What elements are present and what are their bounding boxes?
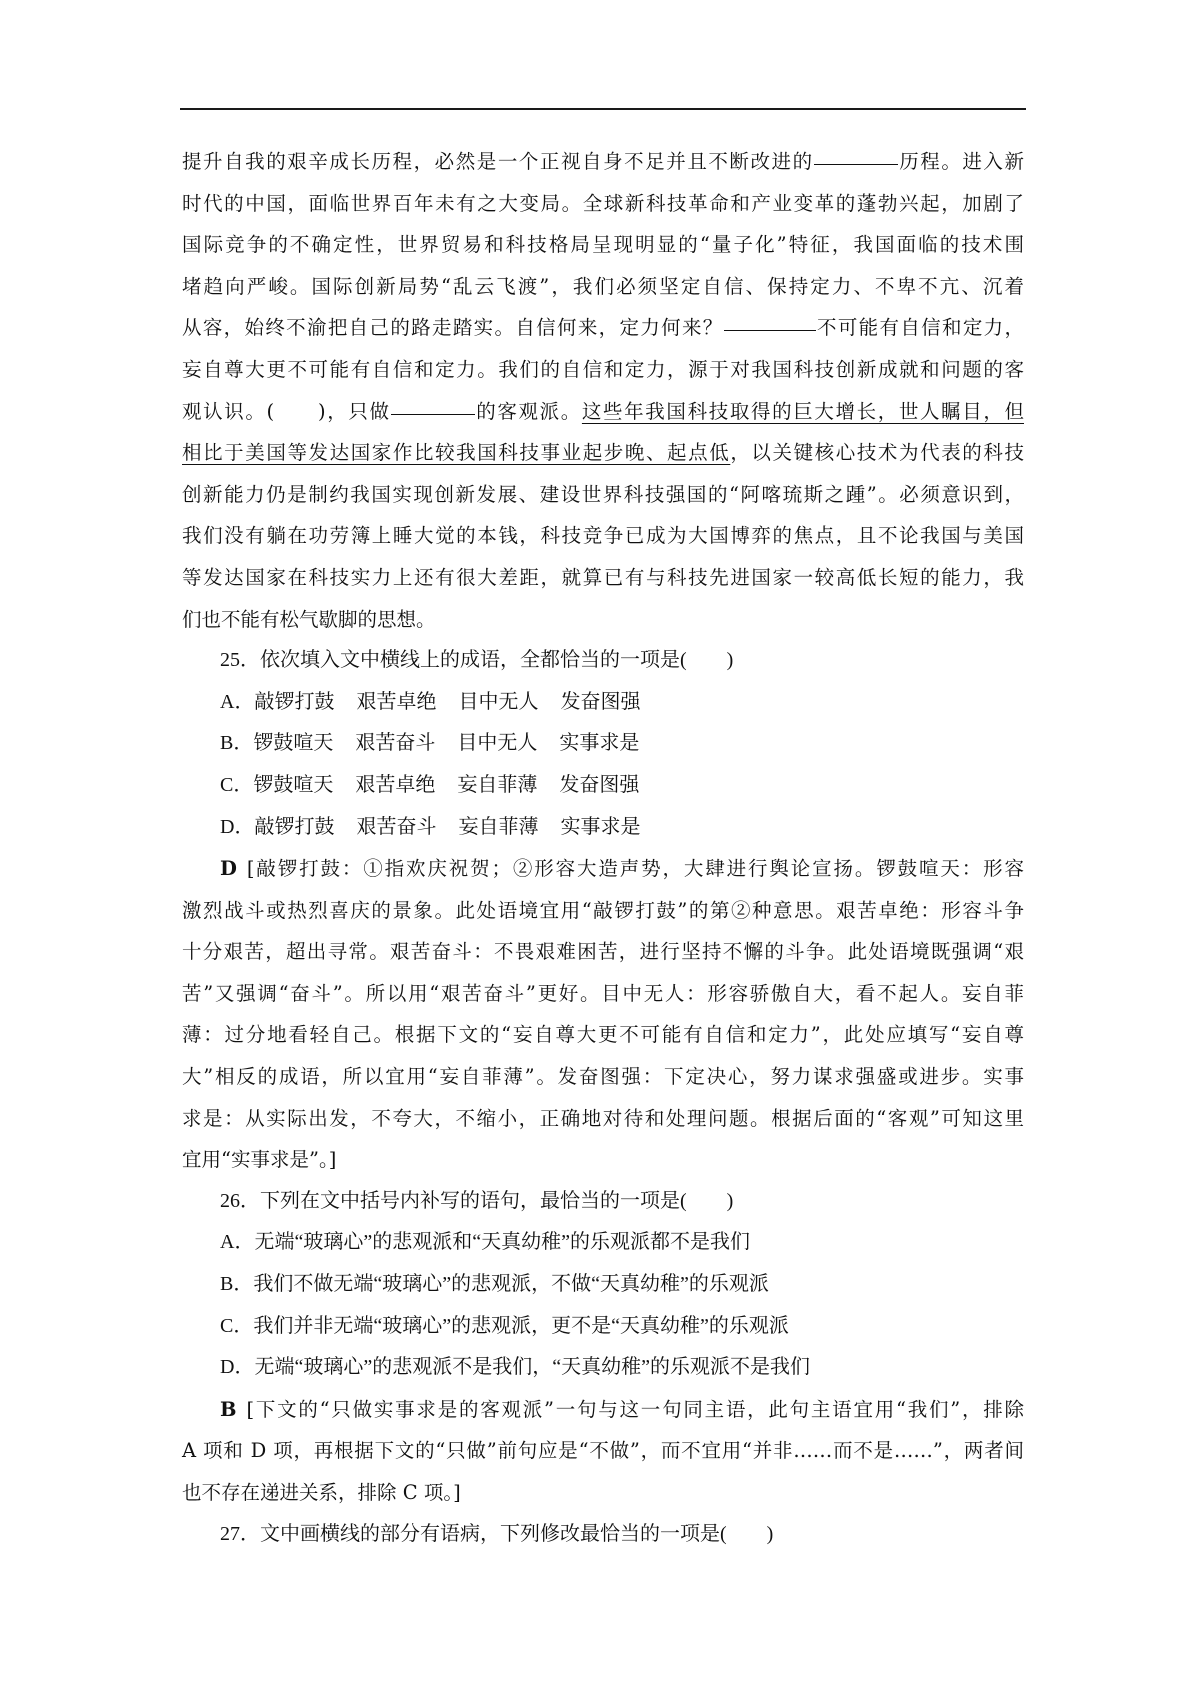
answer-25-line-2: 激烈战斗或热烈喜庆的景象。此处语境宜用“敲锣打鼓”的第②种意思。艰苦卓绝：形容斗争 bbox=[182, 898, 1024, 922]
answer-25-line-3: 十分艰苦，超出寻常。艰苦奋斗：不畏艰难困苦，进行坚持不懈的斗争。此处语境既强调“艰 bbox=[182, 940, 1024, 964]
blank-1 bbox=[814, 163, 898, 165]
answer-25-line-1: D [敲锣打鼓：①指欢庆祝贺；②形容大造声势，大肆进行舆论宣扬。锣鼓喧天：形容 bbox=[220, 857, 1024, 881]
question-27-stem: 27．文中画横线的部分有语病，下列修改最恰当的一项是( ) bbox=[220, 1522, 774, 1545]
underlined-sentence-part-1: 这些年我国科技取得的巨大增长，世人瞩目，但 bbox=[581, 399, 1024, 423]
question-26-stem: 26．下列在文中括号内补写的语句，最恰当的一项是( ) bbox=[220, 1189, 734, 1212]
question-25-stem: 25．依次填入文中横线上的成语，全都恰当的一项是( ) bbox=[220, 649, 734, 672]
question-25-option-c: C．锣鼓喧天 艰苦卓绝 妄自菲薄 发奋图强 bbox=[220, 773, 640, 796]
blank-3 bbox=[391, 413, 475, 415]
passage-line-3: 国际竞争的不确定性，世界贸易和科技格局呈现明显的“量子化”特征，我国面临的技术围 bbox=[182, 233, 1024, 257]
passage-line-7: 观认识。( )，只做 的客观派。这些年我国科技取得的巨大增长，世人瞩目，但 bbox=[182, 399, 1024, 423]
answer-25-line-8: 宜用“实事求是”。] bbox=[182, 1148, 337, 1172]
passage-line-11: 等发达国家在科技实力上还有很大差距，就算已有与科技先进国家一较高低长短的能力，我 bbox=[182, 565, 1024, 589]
answer-26-letter: B bbox=[220, 1397, 237, 1421]
answer-26-line-1: B [下文的“只做实事求是的客观派”一句与这一句同主语，此句主语宜用“我们”，排除 bbox=[220, 1397, 1024, 1421]
passage-line-9: 创新能力仍是制约我国实现创新发展、建设世界科技强国的“阿喀琉斯之踵”。必须意识到， bbox=[182, 482, 1024, 506]
question-25-option-b: B．锣鼓喧天 艰苦奋斗 目中无人 实事求是 bbox=[220, 732, 640, 755]
question-26-option-d: D．无端“玻璃心”的悲观派不是我们，“天真幼稚”的乐观派不是我们 bbox=[220, 1356, 810, 1379]
underlined-sentence-part-2: 相比于美国等发达国家作比较我国科技事业起步晚、起点低 bbox=[182, 441, 731, 465]
question-26-option-a: A．无端“玻璃心”的悲观派和“天真幼稚”的乐观派都不是我们 bbox=[220, 1231, 750, 1254]
passage-line-8: 相比于美国等发达国家作比较我国科技事业起步晚、起点低，以关键核心技术为代表的科技 bbox=[182, 441, 1024, 465]
answer-25-line-6: 大”相反的成语，所以宜用“妄自菲薄”。发奋图强：下定决心，努力谋求强盛或进步。实事 bbox=[182, 1065, 1024, 1089]
header-rule bbox=[180, 108, 1026, 110]
answer-25-line-5: 薄：过分地看轻自己。根据下文的“妄自尊大更不可能有自信和定力”，此处应填写“妄自尊 bbox=[182, 1023, 1024, 1047]
passage-line-1: 提升自我的艰辛成长历程，必然是一个正视自身不足并且不断改进的 历程。进入新 bbox=[182, 150, 1024, 173]
answer-25-letter: D bbox=[220, 857, 237, 881]
blank-2 bbox=[724, 329, 816, 331]
answer-26-line-3: 也不存在递进关系，排除 C 项。] bbox=[182, 1481, 461, 1504]
passage-line-6: 妄自尊大更不可能有自信和定力。我们的自信和定力，源于对我国科技创新成就和问题的客 bbox=[182, 357, 1024, 381]
passage-line-4: 堵趋向严峻。国际创新局势“乱云飞渡”，我们必须坚定自信、保持定力、不卑不亢、沉着 bbox=[182, 274, 1024, 298]
document-page bbox=[182, 141, 1024, 1555]
passage-line-12: 们也不能有松气歇脚的思想。 bbox=[182, 607, 436, 631]
passage-line-5: 从容，始终不渝把自己的路走踏实。自信何来，定力何来？ 不可能有自信和定力， bbox=[182, 316, 1024, 340]
question-26-option-b: B．我们不做无端“玻璃心”的悲观派，不做“天真幼稚”的乐观派 bbox=[220, 1273, 769, 1296]
passage-line-2: 时代的中国，面临世界百年未有之大变局。全球新科技革命和产业变革的蓬勃兴起，加剧了 bbox=[182, 191, 1024, 215]
answer-26-line-2: A 项和 D 项，再根据下文的“只做”前句应是“不做”，而不宜用“并非……而不是……”，两者间 bbox=[182, 1439, 1024, 1463]
answer-25-line-7: 求是：从实际出发，不夸大，不缩小，正确地对待和处理问题。根据后面的“客观”可知这里 bbox=[182, 1106, 1024, 1130]
passage-line-10: 我们没有躺在功劳簿上睡大觉的本钱，科技竞争已成为大国博弈的焦点，且不论我国与美国 bbox=[182, 524, 1024, 548]
question-25-option-a: A．敲锣打鼓 艰苦卓绝 目中无人 发奋图强 bbox=[220, 690, 641, 713]
question-26-option-c: C．我们并非无端“玻璃心”的悲观派，更不是“天真幼稚”的乐观派 bbox=[220, 1314, 789, 1337]
answer-25-line-4: 苦”又强调“奋斗”。所以用“艰苦奋斗”更好。目中无人：形容骄傲自大，看不起人。妄自菲 bbox=[182, 981, 1024, 1005]
question-25-option-d: D．敲锣打鼓 艰苦奋斗 妄自菲薄 实事求是 bbox=[220, 815, 641, 838]
